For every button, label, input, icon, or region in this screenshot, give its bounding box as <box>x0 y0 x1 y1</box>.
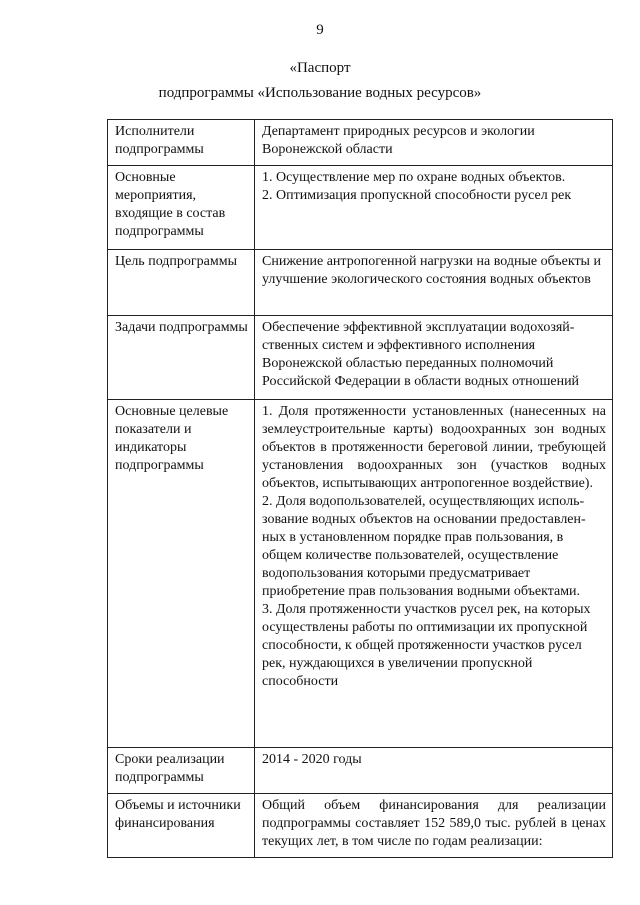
document-subtitle: подпрограммы «Использование водных ресурсов» <box>158 85 482 101</box>
row-content <box>255 794 613 858</box>
table-row <box>108 166 613 250</box>
row-content <box>255 166 613 250</box>
table-row <box>108 120 613 166</box>
content-paragraph: Снижение антропогенной нагрузки на водные объекты и улучшение экологического состояния водных объектов <box>262 254 601 287</box>
row-content <box>255 250 613 316</box>
row-label: Цель подпрограммы <box>108 250 255 316</box>
content-paragraph: Департамент природных ресурсов и экологии Воронежской области <box>262 124 535 157</box>
row-content <box>255 748 613 794</box>
document-title: «Паспорт <box>289 60 351 76</box>
row-label: Объемы и источники финансирования <box>108 794 255 858</box>
content-paragraph: 1. Осуществление мер по охране водных объектов. <box>262 170 566 185</box>
row-label: Сроки реализации подпрограммы <box>108 748 255 794</box>
content-paragraph: 3. Доля протяженности участков русел рек, на которых осуществлены работы по оптимизации их пропускной способности, к общей протяженности участков русел рек, нуждающихся в увеличении пропускной способности <box>262 602 591 689</box>
row-content <box>255 316 613 400</box>
row-label: Основные целевые показатели и индикаторы подпрограммы <box>108 400 255 748</box>
content-paragraph: 2. Оптимизация пропускной способности русел рек <box>262 188 572 203</box>
table-row <box>108 748 613 794</box>
table-row <box>108 250 613 316</box>
content-paragraph: 2. Доля водопользователей, осуществляющих исполь-зование водных объектов на основании предоставлен-ных в установленном порядке прав пользования, в общем количестве пользователей, осуществление водопользования которыми предусматривает приобретение прав пользования водными объектами. <box>262 494 586 599</box>
row-label: Исполнители подпрограммы <box>108 120 255 166</box>
row-label: Задачи подпрограммы <box>108 316 255 400</box>
content-paragraph: 2014 - 2020 годы <box>262 752 362 767</box>
content-paragraph: Общий объем финансирования для реализации подпрограммы составляет 152 589,0 тыс. рублей в ценах текущих лет, в том числе по годам реализации: <box>262 798 606 849</box>
content-paragraph: 1. Доля протяженности установленных (нанесенных на землеустроительные карты) водоохранных зон водных объектов в протяженности береговой линии, требующей установления водоохранных зон (участков водных объектов, испытывающих антропогенное воздействие). <box>262 404 606 491</box>
table-row <box>108 316 613 400</box>
row-label: Основные мероприятия, входящие в состав подпрограммы <box>108 166 255 250</box>
page-number: 9 <box>316 22 324 38</box>
row-content <box>255 120 613 166</box>
passport-table <box>107 119 613 858</box>
table-row <box>108 400 613 748</box>
table-row <box>108 794 613 858</box>
row-content <box>255 400 613 748</box>
content-paragraph: Обеспечение эффективной эксплуатации водохозяй-ственных систем и эффективного исполнения Воронежской областью переданных полномочий Российской Федерации в области водных отношений <box>262 320 580 389</box>
